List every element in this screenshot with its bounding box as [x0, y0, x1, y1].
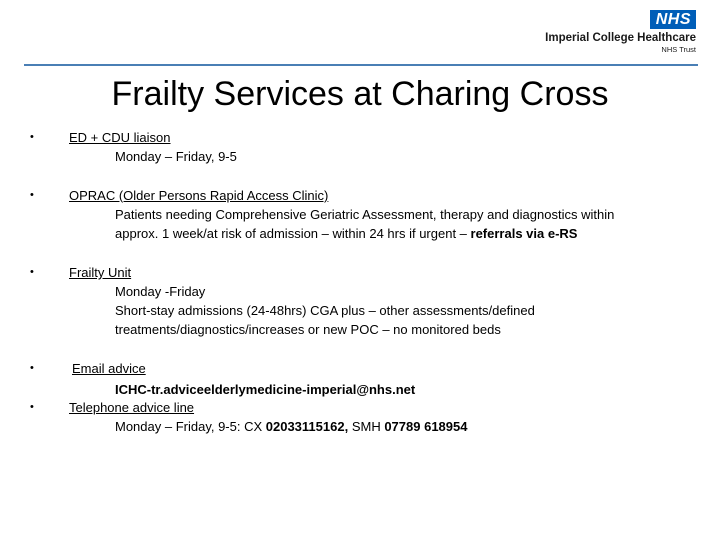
item-heading: Frailty Unit: [69, 265, 132, 280]
slide-title: Frailty Services at Charing Cross: [111, 75, 609, 113]
item-heading: OPRAC (Older Persons Rapid Access Clinic): [69, 188, 329, 203]
smh-phone-number: 07789 618954: [384, 419, 468, 434]
bullet: •: [30, 266, 34, 278]
service-list: [30, 128, 690, 436]
item-line: treatments/diagnostics/increases or new POC – no monitored beds: [115, 322, 501, 337]
nhs-logo: [536, 10, 696, 54]
bullet: •: [30, 131, 34, 143]
item-text: Monday – Friday, 9-5: CX: [115, 419, 266, 434]
item-line: [69, 224, 690, 243]
list-item-frailty-unit: [30, 263, 690, 339]
bullet: •: [30, 362, 34, 374]
email-address: ICHC-tr.adviceelderlymedicine-imperial@nhs.net: [115, 382, 416, 397]
smh-label: SMH: [348, 419, 385, 434]
item-line: Patients needing Comprehensive Geriatric Assessment, therapy and diagnostics within: [115, 207, 615, 222]
cx-phone-number: 02033115162,: [265, 419, 349, 434]
list-item-oprac: [30, 186, 690, 243]
referral-note: referrals via e-RS: [470, 226, 578, 241]
list-item-ed-cdu: [30, 128, 690, 166]
nhs-badge: NHS: [650, 10, 696, 29]
item-line: Short-stay admissions (24-48hrs) CGA plus – other assessments/defined: [115, 303, 535, 318]
org-subtitle: NHS Trust: [661, 45, 696, 54]
bullet: •: [30, 401, 34, 413]
bullet: •: [30, 189, 34, 201]
header-rule: [24, 64, 698, 66]
item-line: Monday -Friday: [115, 284, 206, 299]
item-text: approx. 1 week/at risk of admission – within 24 hrs if urgent –: [115, 226, 471, 241]
org-name: Imperial College Healthcare: [545, 32, 696, 44]
item-line: [69, 417, 690, 436]
item-heading: Telephone advice line: [69, 400, 195, 415]
item-line: Monday – Friday, 9-5: [115, 149, 237, 164]
list-item-email-advice: [30, 359, 690, 399]
item-heading: ED + CDU liaison: [69, 130, 171, 145]
item-heading: Email advice: [72, 361, 146, 376]
list-item-telephone-advice: [30, 398, 690, 436]
